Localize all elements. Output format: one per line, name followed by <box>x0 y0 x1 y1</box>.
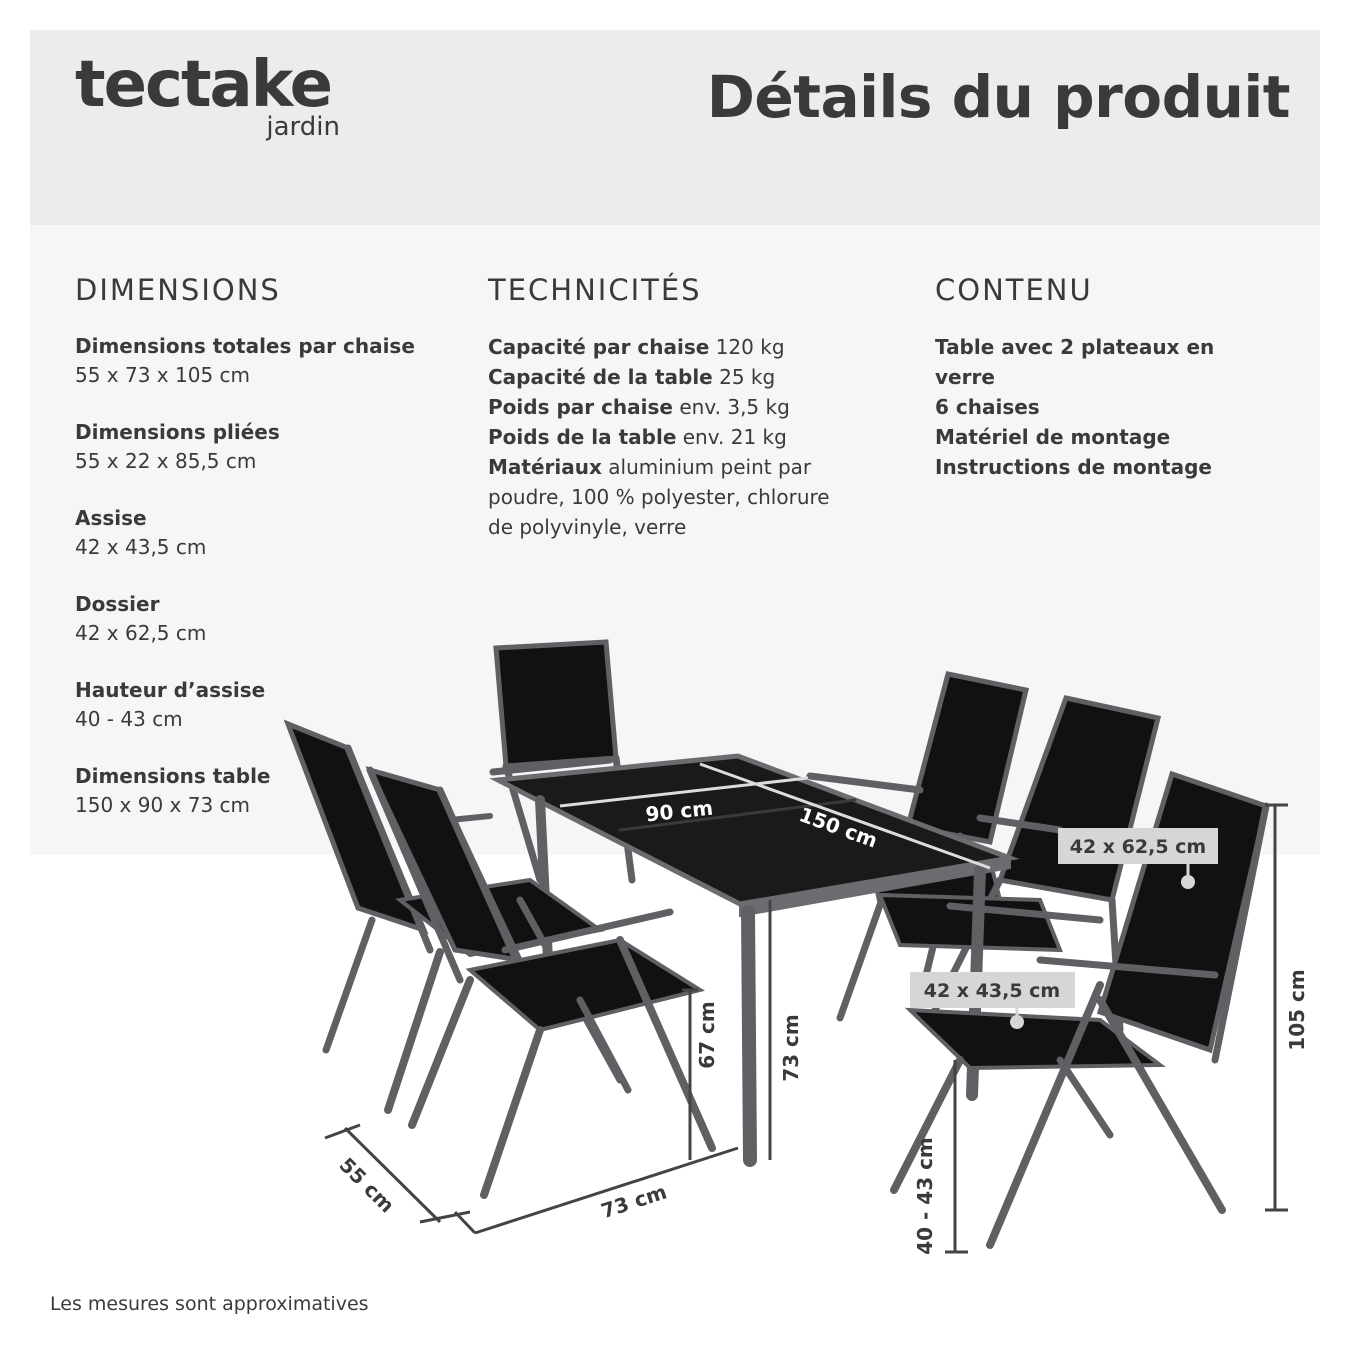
contenu-line: Table avec 2 plateaux en <box>935 335 1215 359</box>
page-title: Détails du produit <box>706 63 1290 131</box>
backrest-label: 42 x 62,5 cm <box>1069 836 1207 858</box>
chair-height-label: 105 cm <box>1285 969 1309 1051</box>
tech-continuation: poudre, 100 % polyester, chlorure <box>488 485 830 509</box>
chair-depth-label: 55 cm <box>334 1152 400 1218</box>
footnote: Les mesures sont approximatives <box>50 1293 369 1315</box>
seat-label: 42 x 43,5 cm <box>923 980 1061 1002</box>
dim-value: 40 - 43 cm <box>75 707 183 731</box>
tech-label: Capacité de la table <box>488 365 713 389</box>
tech-continuation: de polyvinyle, verre <box>488 515 687 539</box>
tech-value: 120 kg <box>715 335 785 359</box>
dim-value: 42 x 43,5 cm <box>75 535 207 559</box>
dim-value: 42 x 62,5 cm <box>75 621 207 645</box>
dim-value: 55 x 73 x 105 cm <box>75 363 251 387</box>
dim-label: Assise <box>75 506 147 530</box>
tech-value: env. 21 kg <box>682 425 787 449</box>
armrest-height-label: 67 cm <box>695 1001 719 1069</box>
tech-value: env. 3,5 kg <box>679 395 790 419</box>
dim-label: Dimensions pliées <box>75 420 280 444</box>
table-length-label: 150 cm <box>796 802 881 853</box>
dim-label: Hauteur d’assise <box>75 678 266 702</box>
tech-label: Poids par chaise <box>488 395 673 419</box>
chair-back-center <box>493 642 632 880</box>
chair-width-label: 73 cm <box>598 1179 670 1224</box>
tech-label: Poids de la table <box>488 425 677 449</box>
contenu-heading: CONTENU <box>935 273 1093 307</box>
dim-value: 55 x 22 x 85,5 cm <box>75 449 257 473</box>
dimensions-heading: DIMENSIONS <box>75 273 281 307</box>
contenu-line: 6 chaises <box>935 395 1040 419</box>
tech-label: Capacité par chaise <box>488 335 710 359</box>
tech-value: 25 kg <box>719 365 776 389</box>
table-width-label: 90 cm <box>644 795 715 827</box>
table-height-label: 73 cm <box>779 1014 803 1082</box>
brand-sub: jardin <box>266 112 340 142</box>
brand-name: tectake <box>75 48 331 122</box>
dim-value: 150 x 90 x 73 cm <box>75 793 251 817</box>
dim-label: Dimensions totales par chaise <box>75 334 415 358</box>
tech-label: Matériaux <box>488 455 602 479</box>
technicites-heading: TECHNICITÉS <box>488 273 702 307</box>
seat-height-label: 40 - 43 cm <box>913 1137 937 1255</box>
dim-label: Dimensions table <box>75 764 271 788</box>
contenu-line: Instructions de montage <box>935 455 1212 479</box>
dim-label: Dossier <box>75 592 160 616</box>
contenu-line: Matériel de montage <box>935 425 1171 449</box>
tech-value: aluminium peint par <box>608 455 812 479</box>
contenu-line: verre <box>935 365 995 389</box>
